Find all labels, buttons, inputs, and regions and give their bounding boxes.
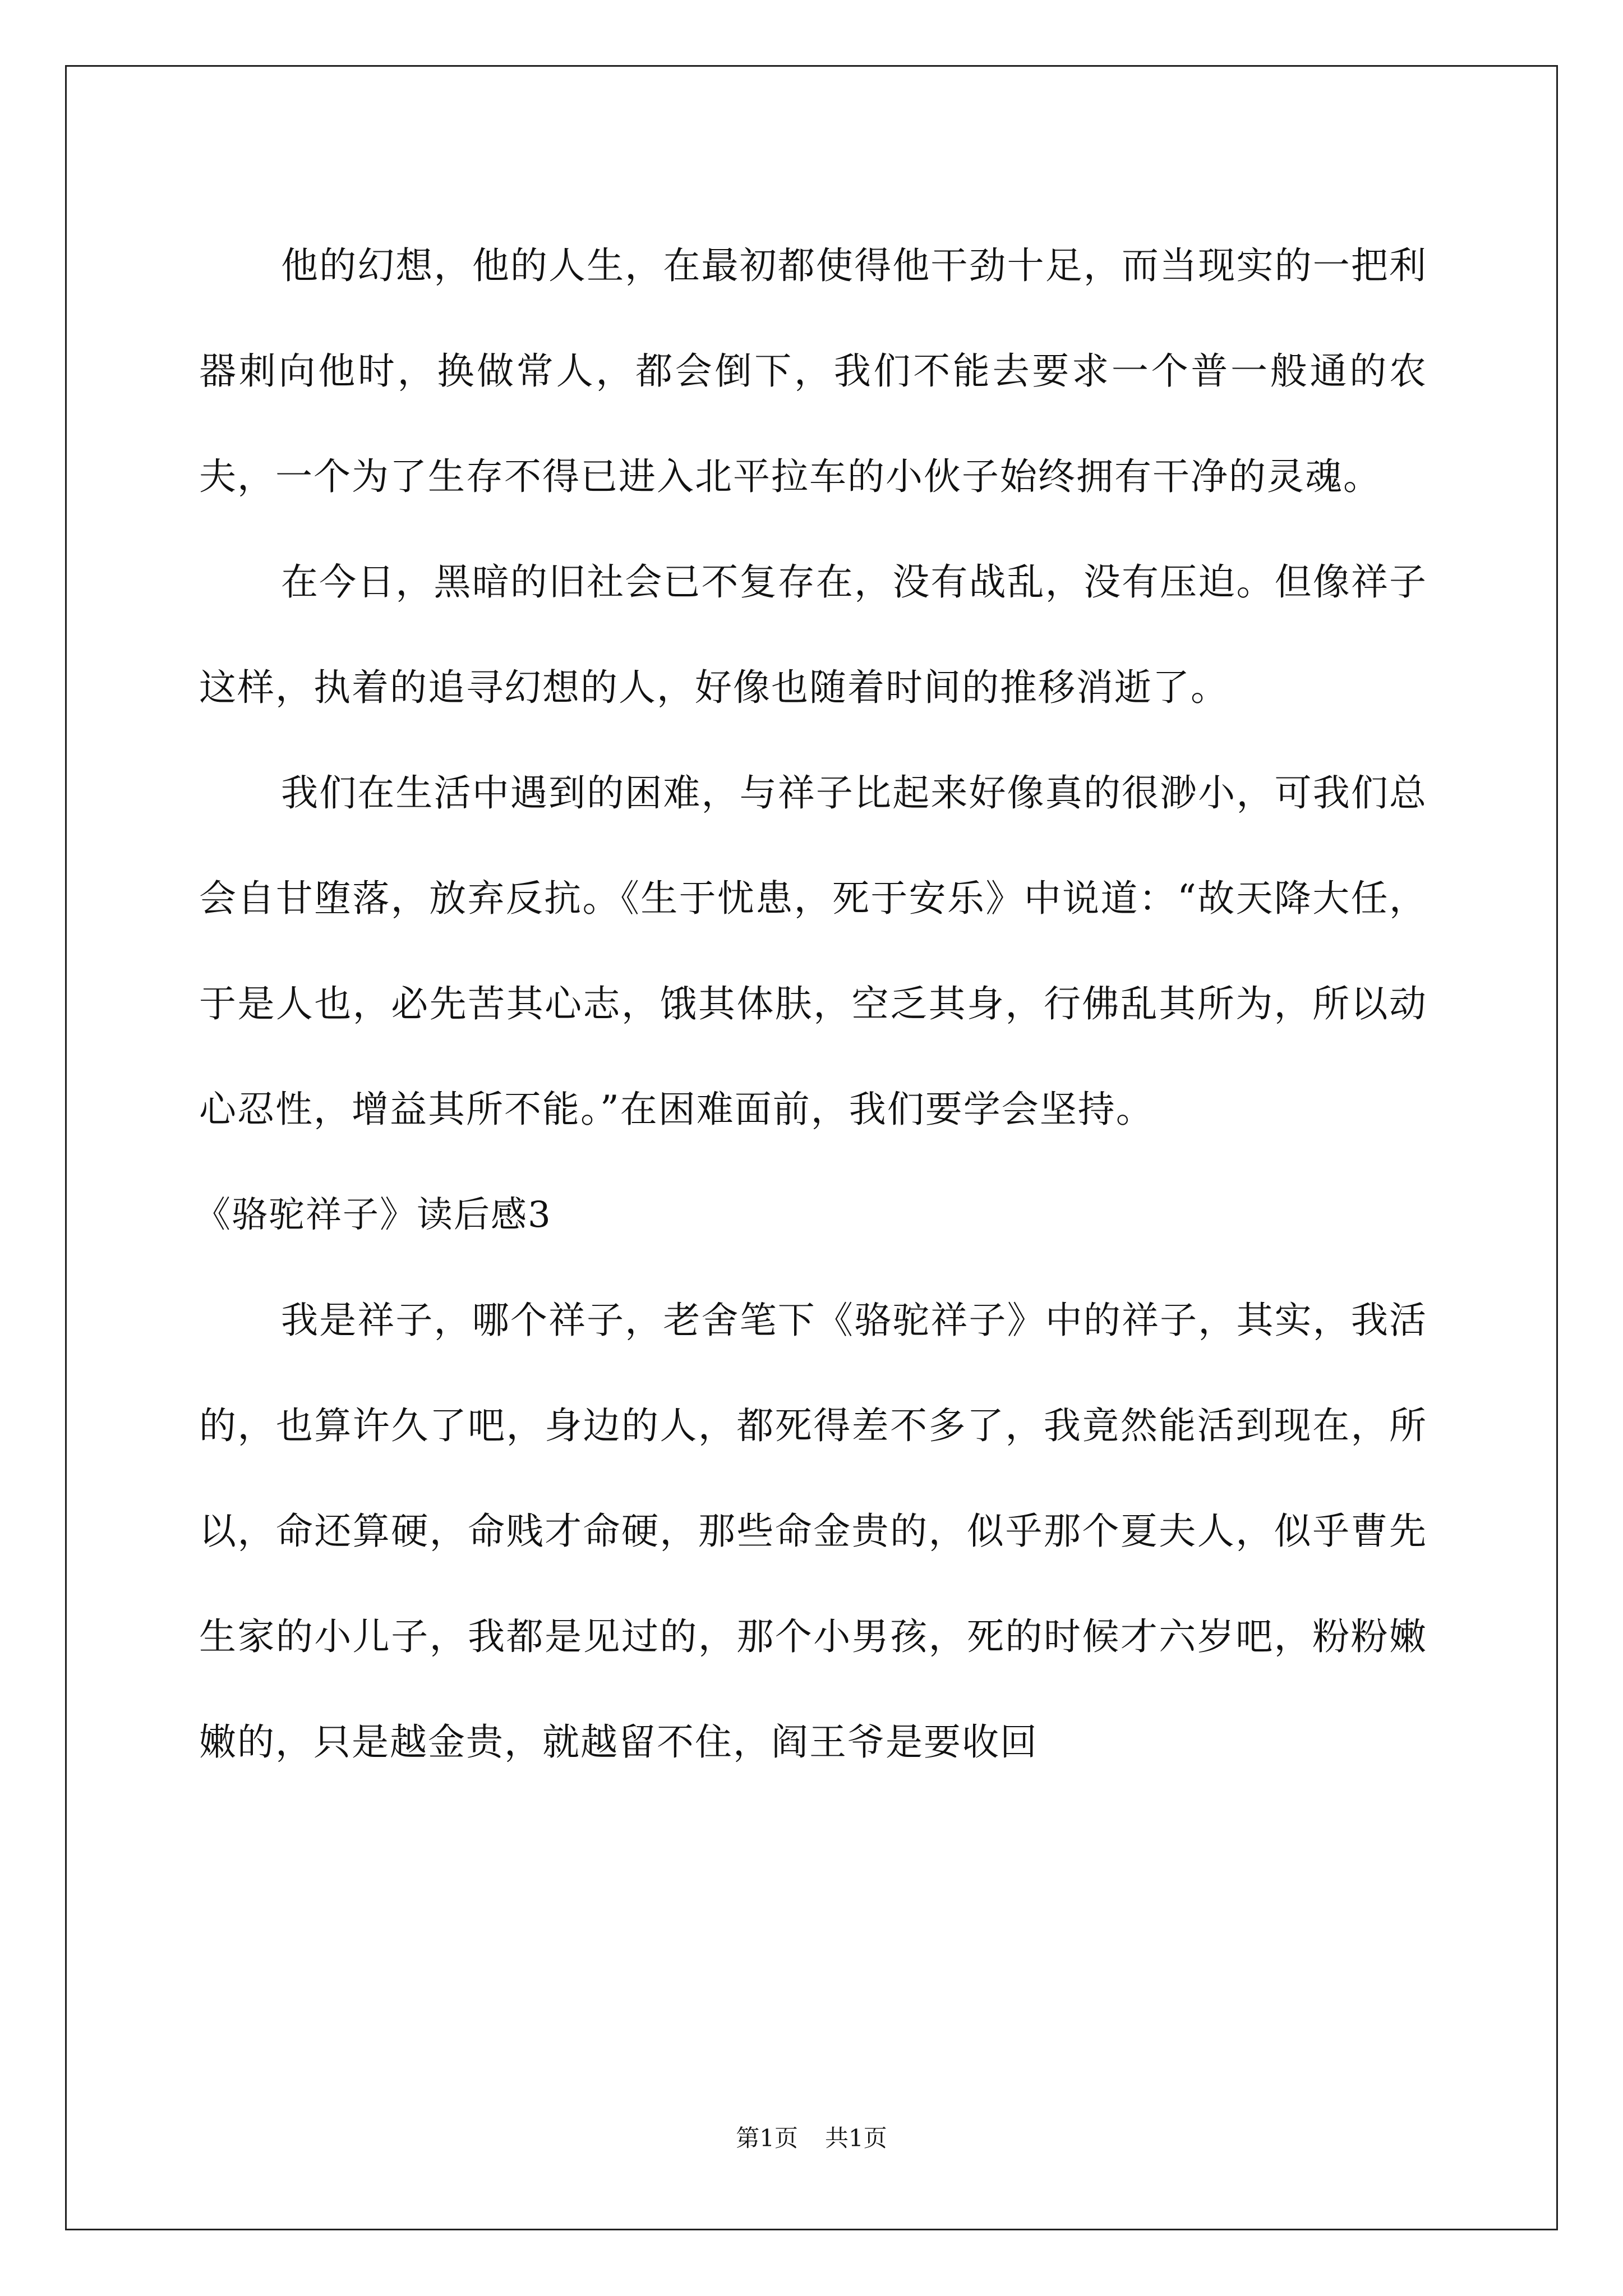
document-body [195,213,1427,1795]
paragraph-1: 他的幻想，他的人生，在最初都使得他干劲十足，而当现实的一把利器刺向他时，换做常人，都会倒下，我们不能去要求一个普一般通的农夫，一个为了生存不得已进入北平拉车的小伙子始终拥有干净的灵魂。 [199,244,1427,498]
page-footer [0,2122,1623,2155]
page-number: 第1页 [736,2124,798,2152]
section-heading: 《骆驼祥子》读后感3 [195,1194,552,1236]
page-total: 共1页 [825,2124,887,2152]
paragraph-2: 在今日，黑暗的旧社会已不复存在，没有战乱，没有压迫。但像祥子这样，执着的追寻幻想的人，好像也随着时间的推移消逝了。 [199,560,1427,709]
paragraph-4: 我是祥子，哪个祥子，老舍笔下《骆驼祥子》中的祥子，其实，我活的，也算许久了吧，身边的人，都死得差不多了，我竟然能活到现在，所以，命还算硬，命贱才命硬，那些命金贵的，似乎那个夏夫人，似乎曹先生家的小儿子，我都是见过的，那个小男孩，死的时候才六岁吧，粉粉嫩嫩的，只是越金贵，就越留不住，阎王爷是要收回 [199,1299,1427,1764]
paragraph-3: 我们在生活中遇到的困难，与祥子比起来好像真的很渺小，可我们总会自甘堕落，放弃反抗。《生于忧患，死于安乐》中说道：“故天降大任，于是人也，必先苦其心志，饿其体肤，空乏其身，行佛乱其所为，所以动心忍性，增益其所不能。”在困难面前，我们要学会坚持。 [199,771,1427,1131]
